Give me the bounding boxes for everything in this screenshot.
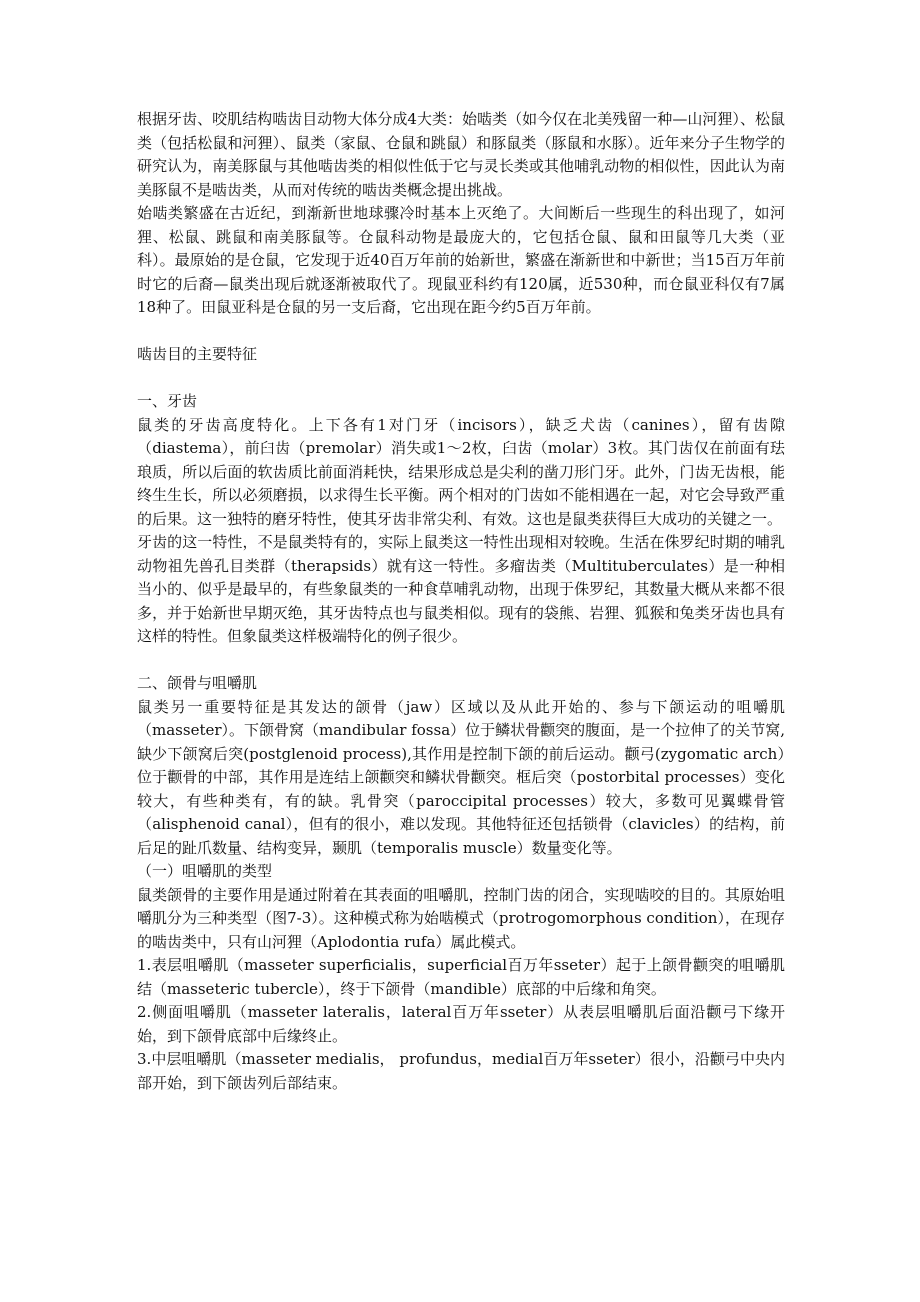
subsection-1-heading: （一）咀嚼肌的类型	[137, 862, 273, 880]
list-item-3: 3.中层咀嚼肌（masseter medialis， profundus，medial百万年sseter）很小，沿颧弓中央内部开始，到下颌齿列后部结束。	[137, 1050, 785, 1092]
section-2-heading: 二、颌骨与咀嚼肌	[137, 674, 258, 692]
spacer	[137, 649, 785, 673]
section-1-paragraph-2: 牙齿的这一特性，不是鼠类特有的，实际上鼠类这一特性出现相对较晚。生活在侏罗纪时期的哺乳动物祖先兽孔目类群（therapsids）就有这一特性。多瘤齿类（Multituberculates）是一种相当小的、似乎是最早的，有些象鼠类的一种食草哺乳动物，出现于侏罗纪，其数量大概从来都不很多，并于始新世早期灭绝，其牙齿特点也与鼠类相似。现有的袋熊、岩狸、狐猴和兔类牙齿也具有这样的特性。但象鼠类这样极端特化的例子很少。	[137, 533, 785, 645]
section-2-paragraph-1: 鼠类另一重要特征是其发达的颌骨（jaw）区域以及从此开始的、参与下颌运动的咀嚼肌（masseter）。下颌骨窝（mandibular fossa）位于鳞状骨颧突的腹面，是一个拉伸了的关节窝,缺少下颌窝后突(postglenoid process),其作用是控制下颌的前后运动。颧弓(zygomatic arch）位于颧骨的中部，其作用是连结上颌颧突和鳞状骨颧突。框后突（postorbital processes）变化较大，有些种类有，有的缺。乳骨突（paroccipital processes）较大，多数可见翼蝶骨管（alisphenoid canal），但有的很小，难以发现。其他特征还包括锁骨（clavicles）的结构，前后足的趾爪数量、结构变异，颞肌（temporalis muscle）数量变化等。	[137, 697, 785, 857]
main-heading: 啮齿目的主要特征	[137, 345, 258, 363]
section-1-paragraph-1: 鼠类的牙齿高度特化。上下各有1对门牙（incisors），缺乏犬齿（canines），留有齿隙（diastema），前臼齿（premolar）消失或1～2枚，臼齿（molar）3枚。其门齿仅在前面有珐琅质，所以后面的软齿质比前面消耗快，结果形成总是尖利的凿刀形门牙。此外，门齿无齿根，能终生生长，所以必须磨损，以求得生长平衡。两个相对的门齿如不能相遇在一起，对它会导致严重的后果。这一独特的磨牙特性，使其牙齿非常尖利、有效。这也是鼠类获得巨大成功的关键之一。	[137, 415, 785, 528]
list-item-1: 1.表层咀嚼肌（masseter superficialis，superficial百万年sseter）起于上颌骨颧突的咀嚼肌结（masseteric tubercle），终于下颌骨（mandible）底部的中后缘和角突。	[137, 956, 785, 998]
intro-paragraph-2: 始啮类繁盛在古近纪，到渐新世地球骤冷时基本上灭绝了。大间断后一些现生的科出现了，如河狸、松鼠、跳鼠和南美豚鼠等。仓鼠科动物是最庞大的，它包括仓鼠、鼠和田鼠等几大类（亚科）。最原始的是仓鼠，它发现于近40百万年前的始新世，繁盛在渐新世和中新世；当15百万年前时它的后裔—鼠类出现后就逐渐被取代了。现鼠亚科约有120属，近530种，而仓鼠亚科仅有7属18种了。田鼠亚科是仓鼠的另一支后裔，它出现在距今约5百万年前。	[137, 204, 785, 316]
spacer	[137, 320, 785, 344]
subsection-1-paragraph-1: 鼠类颌骨的主要作用是通过附着在其表面的咀嚼肌，控制门齿的闭合，实现啮咬的目的。其原始咀嚼肌分为三种类型（图7-3）。这种模式称为始啮模式（protrogomorphous condition），在现存的啮齿类中，只有山河狸（Aplodontia rufa）属此模式。	[137, 885, 785, 951]
spacer	[137, 367, 785, 391]
document-body	[137, 108, 785, 1095]
section-1-heading: 一、牙齿	[137, 392, 198, 410]
list-item-2: 2.侧面咀嚼肌（masseter lateralis，lateral百万年sseter）从表层咀嚼肌后面沿颧弓下缘开始，到下颌骨底部中后缘终止。	[137, 1003, 785, 1045]
intro-paragraph-1: 根据牙齿、咬肌结构啮齿目动物大体分成4大类：始啮类（如今仅在北美残留一种—山河狸）、松鼠类（包括松鼠和河狸）、鼠类（家鼠、仓鼠和跳鼠）和豚鼠类（豚鼠和水豚）。近年来分子生物学的研究认为，南美豚鼠与其他啮齿类的相似性低于它与灵长类或其他哺乳动物的相似性，因此认为南美豚鼠不是啮齿类，从而对传统的啮齿类概念提出挑战。	[137, 110, 785, 199]
